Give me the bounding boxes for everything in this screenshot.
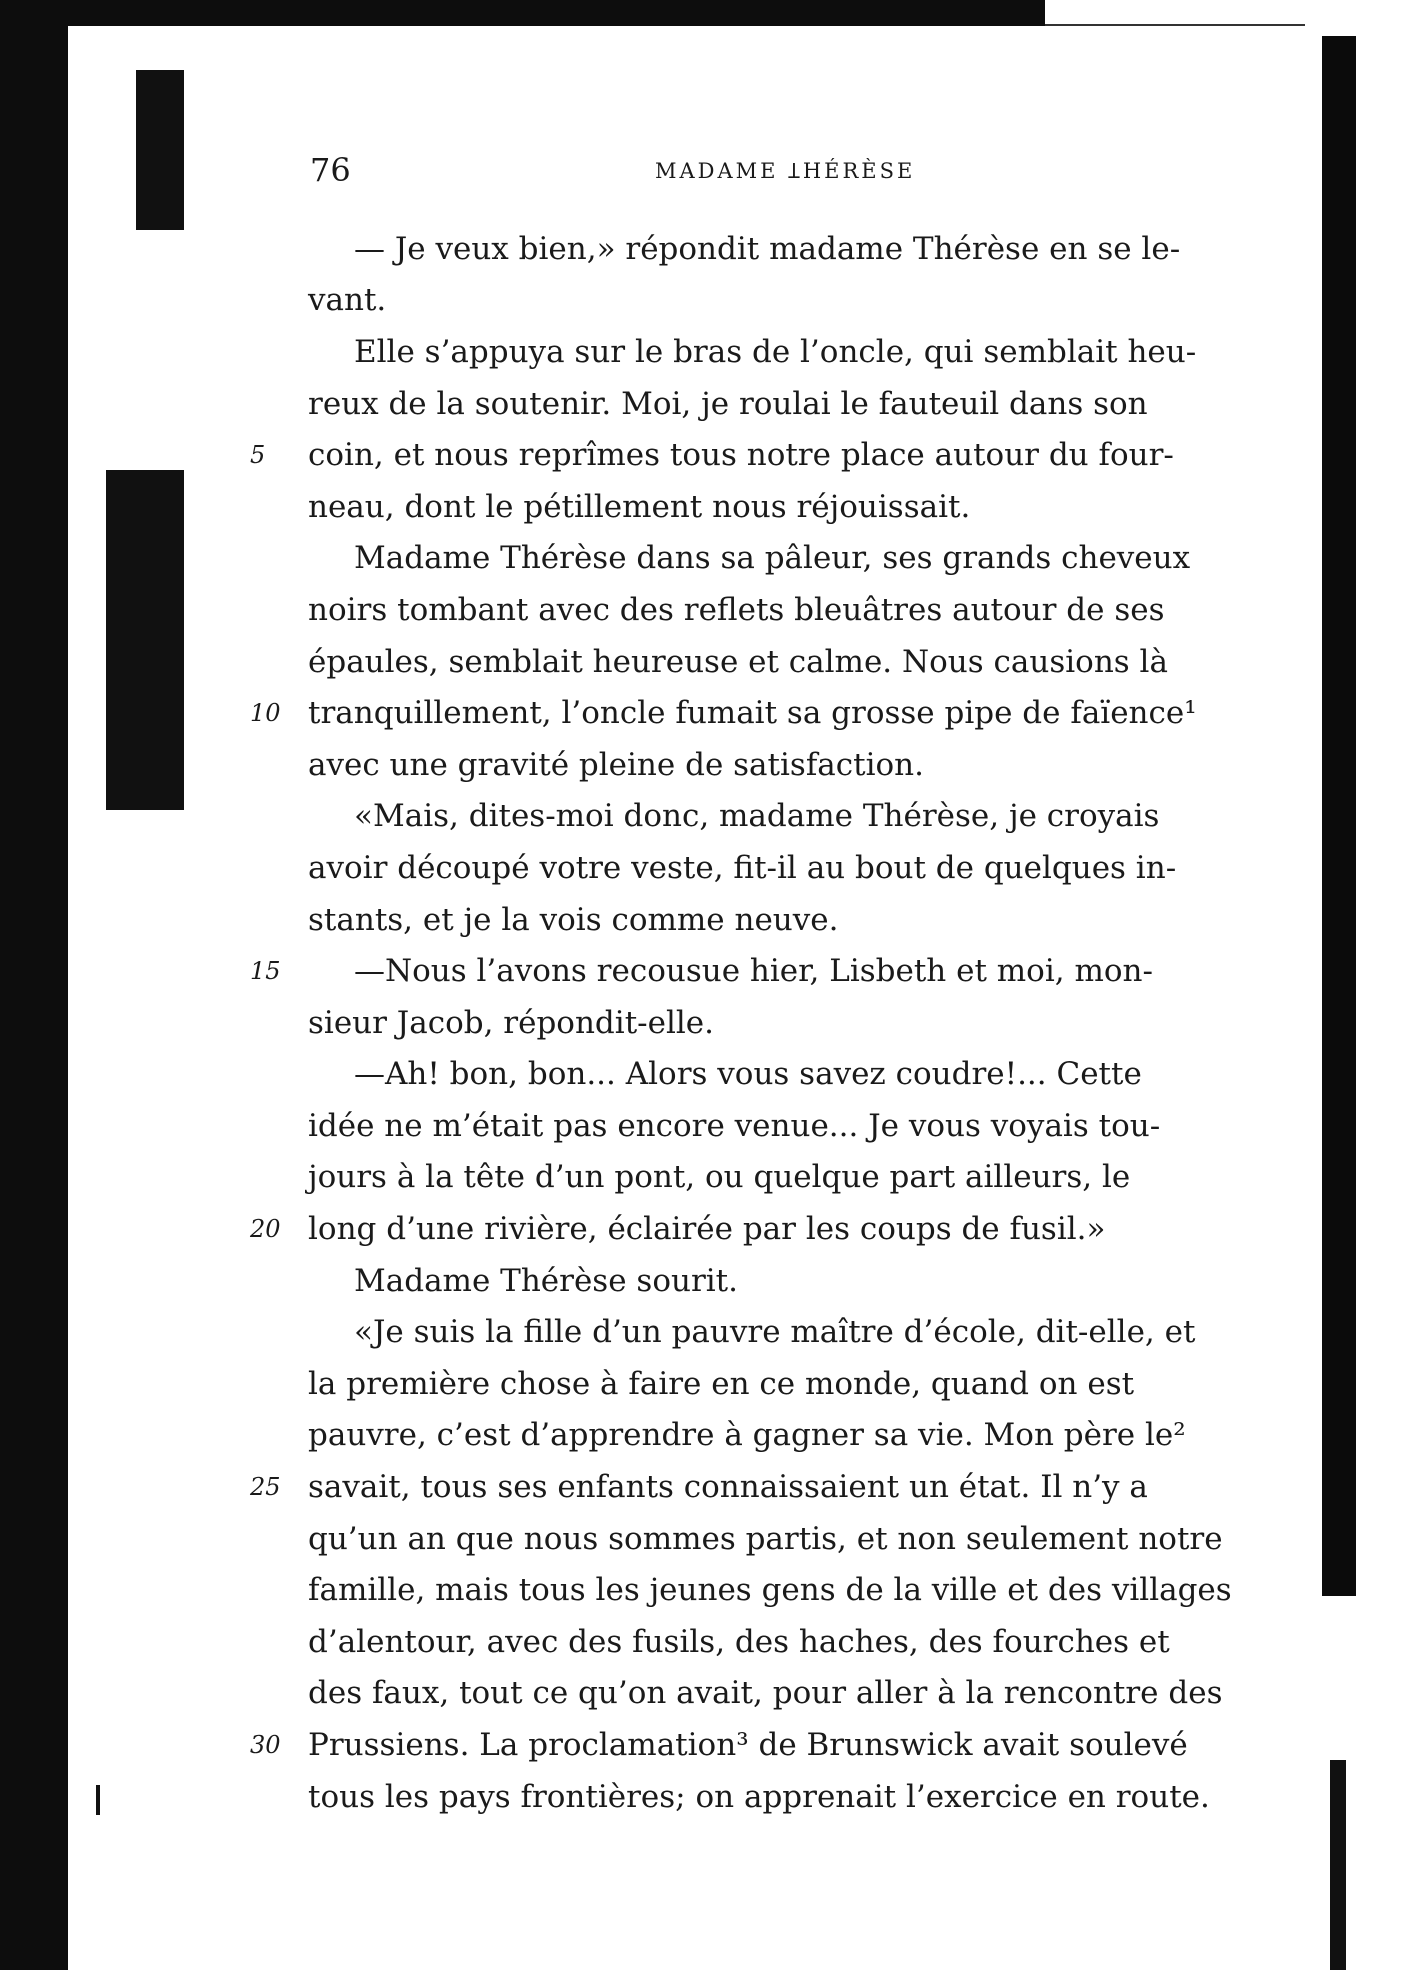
text-line: [250, 1255, 1310, 1307]
text-line: [250, 945, 1310, 997]
scan-border-left: [0, 0, 68, 1970]
line-number: 30: [250, 1731, 281, 1760]
line-text: Elle s’appuya sur le bras de l’oncle, qui semblait heu-: [354, 333, 1197, 370]
text-line: [250, 894, 1310, 946]
line-text: famille, mais tous les jeunes gens de la ville et des villages: [308, 1572, 1232, 1609]
text-line: [250, 584, 1310, 636]
text-line: [250, 1358, 1310, 1410]
text-line: [250, 1203, 1310, 1255]
line-text: tous les pays frontières; on apprenait l’exercice en route.: [308, 1778, 1210, 1815]
line-text: vant.: [308, 282, 387, 319]
text-line: [250, 1513, 1310, 1565]
line-text: reux de la soutenir. Moi, je roulai le fauteuil dans son: [308, 385, 1148, 422]
line-text: noirs tombant avec des reflets bleuâtres autour de ses: [308, 591, 1165, 628]
line-text: idée ne m’était pas encore venue... Je vous voyais tou-: [308, 1107, 1161, 1144]
scan-smudge-middle: [106, 470, 184, 810]
line-text: qu’un an que nous sommes partis, et non seulement notre: [308, 1520, 1223, 1557]
line-text: jours à la tête d’un pont, ou quelque part ailleurs, le: [308, 1159, 1131, 1196]
line-number: 15: [250, 957, 281, 986]
text-line: [250, 1668, 1310, 1720]
line-text: —Nous l’avons recousue hier, Lisbeth et moi, mon-: [354, 953, 1153, 990]
text-line: [250, 1306, 1310, 1358]
line-text: d’alentour, avec des fusils, des haches, des fourches et: [308, 1623, 1170, 1660]
line-text: sieur Jacob, répondit-elle.: [308, 1004, 714, 1041]
running-title: MADAME ꞱHÉRÈSE: [655, 159, 916, 183]
line-text: avec une gravité pleine de satisfaction.: [308, 746, 924, 783]
line-text: des faux, tout ce qu’on avait, pour aller à la rencontre des: [308, 1675, 1223, 1712]
line-number: 25: [250, 1473, 281, 1502]
line-text: Madame Thérèse dans sa pâleur, ses grands cheveux: [354, 540, 1191, 577]
text-line: [250, 223, 1310, 275]
scan-border-top: [0, 0, 1045, 26]
line-text: pauvre, c’est d’apprendre à gagner sa vie. Mon père le²: [308, 1417, 1186, 1454]
text-line: [250, 326, 1310, 378]
text-line: [250, 481, 1310, 533]
scan-border-top-line: [1045, 24, 1305, 26]
line-text: épaules, semblait heureuse et calme. Nous causions là: [308, 643, 1168, 680]
line-text: la première chose à faire en ce monde, quand on est: [308, 1365, 1135, 1402]
text-line: [250, 842, 1310, 894]
line-text: Prussiens. La proclamation³ de Brunswick avait soulevé: [308, 1727, 1188, 1764]
text-line: [250, 1771, 1310, 1823]
line-text: tranquillement, l’oncle fumait sa grosse pipe de faïence¹: [308, 695, 1197, 732]
line-text: —Ah! bon, bon... Alors vous savez coudre!... Cette: [354, 1056, 1142, 1093]
line-text: long d’une rivière, éclairée par les coups de fusil.»: [308, 1211, 1106, 1248]
line-text: stants, et je la vois comme neuve.: [308, 901, 839, 938]
line-text: «Je suis la fille d’un pauvre maître d’école, dit-elle, et: [354, 1314, 1196, 1351]
text-line: [250, 1410, 1310, 1462]
text-line: [250, 533, 1310, 585]
text-line: [250, 1719, 1310, 1771]
body-text: [250, 223, 1310, 1822]
text-line: [250, 739, 1310, 791]
line-text: Madame Thérèse sourit.: [354, 1262, 738, 1299]
line-number: 10: [250, 699, 281, 728]
text-line: [250, 1616, 1310, 1668]
text-line: [250, 378, 1310, 430]
scan-border-right-lower: [1330, 1760, 1346, 1970]
scan-smudge-top: [136, 70, 184, 230]
text-line: [250, 687, 1310, 739]
text-line: [250, 791, 1310, 843]
text-line: [250, 275, 1310, 327]
line-number: 20: [250, 1215, 281, 1244]
scan-border-right: [1322, 36, 1356, 1596]
text-line: [250, 1049, 1310, 1101]
text-line: [250, 1461, 1310, 1513]
line-text: «Mais, dites-moi donc, madame Thérèse, je croyais: [354, 798, 1160, 835]
text-line: [250, 1152, 1310, 1204]
line-text: savait, tous ses enfants connaissaient un état. Il n’y a: [308, 1469, 1148, 1506]
page-number: 76: [310, 151, 351, 189]
text-line: [250, 997, 1310, 1049]
line-text: neau, dont le pétillement nous réjouissait.: [308, 488, 971, 525]
line-number: 5: [250, 441, 266, 470]
page-header: [310, 150, 1310, 190]
line-text: — Je veux bien,» répondit madame Thérèse en se le-: [354, 230, 1181, 267]
text-line: [250, 1564, 1310, 1616]
text-line: [250, 429, 1310, 481]
text-line: [250, 1100, 1310, 1152]
line-text: coin, et nous reprîmes tous notre place autour du four-: [308, 437, 1174, 474]
scan-smudge-bottom: [96, 1785, 100, 1815]
line-text: avoir découpé votre veste, fit-il au bout de quelques in-: [308, 849, 1177, 886]
text-line: [250, 636, 1310, 688]
